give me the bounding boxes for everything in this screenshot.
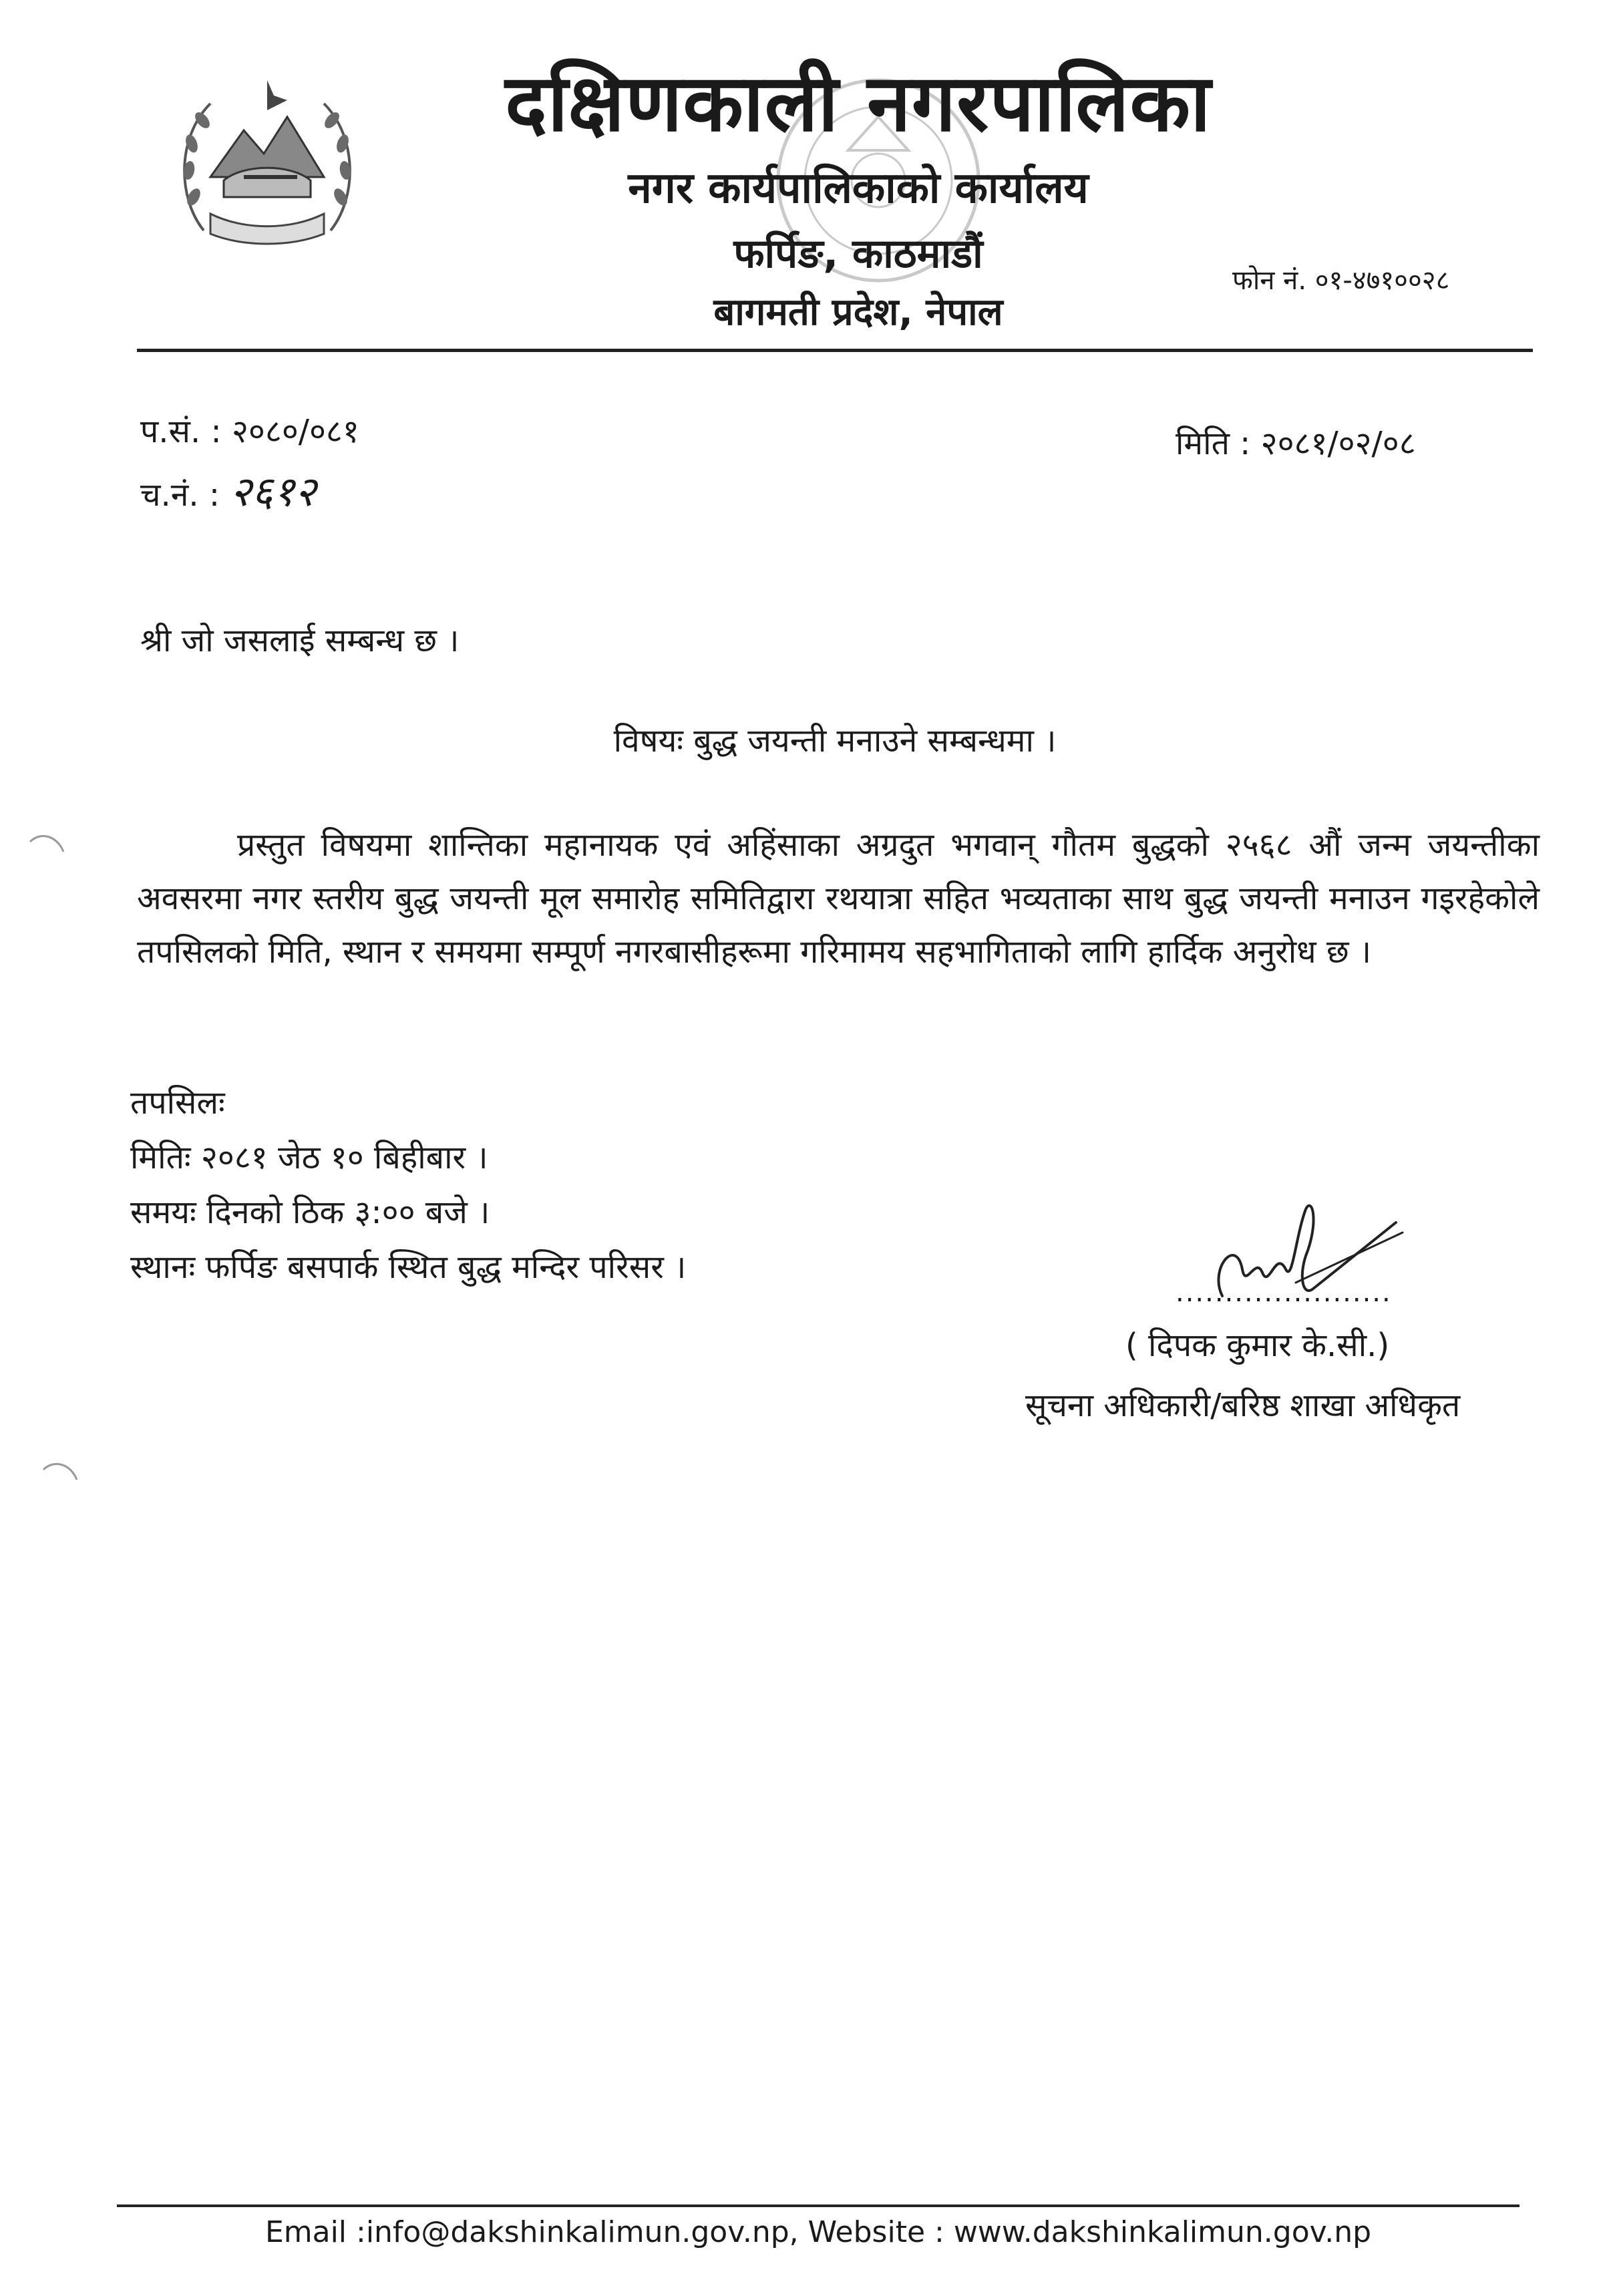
details-block	[130, 1076, 686, 1295]
punch-hole-mark-icon	[40, 1456, 80, 1496]
letter-date-label: मिति :	[1176, 425, 1251, 462]
details-heading: तपसिलः	[130, 1084, 225, 1122]
chalani-label: च.नं. :	[140, 476, 220, 514]
office-province: बागमती प्रदेश, नेपाल	[713, 291, 1003, 334]
detail-place: स्थानः फर्पिङ बसपार्क स्थित बुद्ध मन्दिर परिसर ।	[130, 1249, 687, 1286]
footer-divider	[117, 2204, 1519, 2207]
municipality-title: दक्षिणकाली नगरपालिका	[505, 57, 1212, 149]
patra-sankhya-value: २०८०/०८१	[231, 413, 359, 450]
office-phone: फोन नं. ०१-४७१००२८	[1232, 265, 1450, 296]
detail-time: समयः दिनको ठिक ३:०० बजे ।	[130, 1194, 490, 1231]
signatory-name: ( दिपक कुमार के.सी.)	[1125, 1327, 1390, 1364]
office-location: फर्पिङ, काठमाडौं	[733, 230, 983, 277]
patra-sankhya-label: प.सं. :	[140, 413, 222, 450]
punch-hole-mark-icon	[27, 828, 67, 868]
signatory-title: सूचना अधिकारी/बरिष्ठ शाखा अधिकृत	[1025, 1387, 1461, 1424]
letter-body: प्रस्तुत विषयमा शान्तिका महानायक एवं अहिंसाका अग्रदुत भगवान् गौतम बुद्धको २५६८ औं जन्म जयन्तीका अवसरमा नगर स्तरीय बुद्ध जयन्ती मूल समारोह समितिद्वारा रथयात्रा सहित भव्यताका साथ बुद्ध जयन्ती मनाउन गइरहेकोले तपसिलको मिति, स्थान र समयमा सम्पूर्ण नगरबासीहरूमा गरिमामय सहभागिताको लागि हार्दिक अनुरोध छ ।	[137, 826, 1540, 971]
office-name: नगर कार्यपालिकाको कार्यालय	[628, 164, 1089, 213]
detail-date: मितिः २०८१ जेठ १० बिहीबार ।	[130, 1139, 488, 1176]
nepal-emblem-icon	[164, 63, 371, 264]
patra-sankhya	[140, 413, 359, 450]
chalani-value: २६१२	[230, 467, 317, 516]
chalani-number	[140, 467, 317, 516]
letter-date	[1176, 425, 1416, 462]
letter-subject: विषयः बुद्ध जयन्ती मनाउने सम्बन्धमा ।	[613, 722, 1057, 760]
letter-date-value: २०८१/०२/०८	[1260, 425, 1416, 462]
footer-contact: Email :info@dakshinkalimun.gov.np, Website : www.dakshinkalimun.gov.np	[264, 2215, 1372, 2249]
salutation: श्री जो जसलाई सम्बन्ध छ ।	[140, 622, 460, 659]
header-divider	[137, 349, 1533, 352]
signature-line: ......................	[1176, 1277, 1392, 1308]
